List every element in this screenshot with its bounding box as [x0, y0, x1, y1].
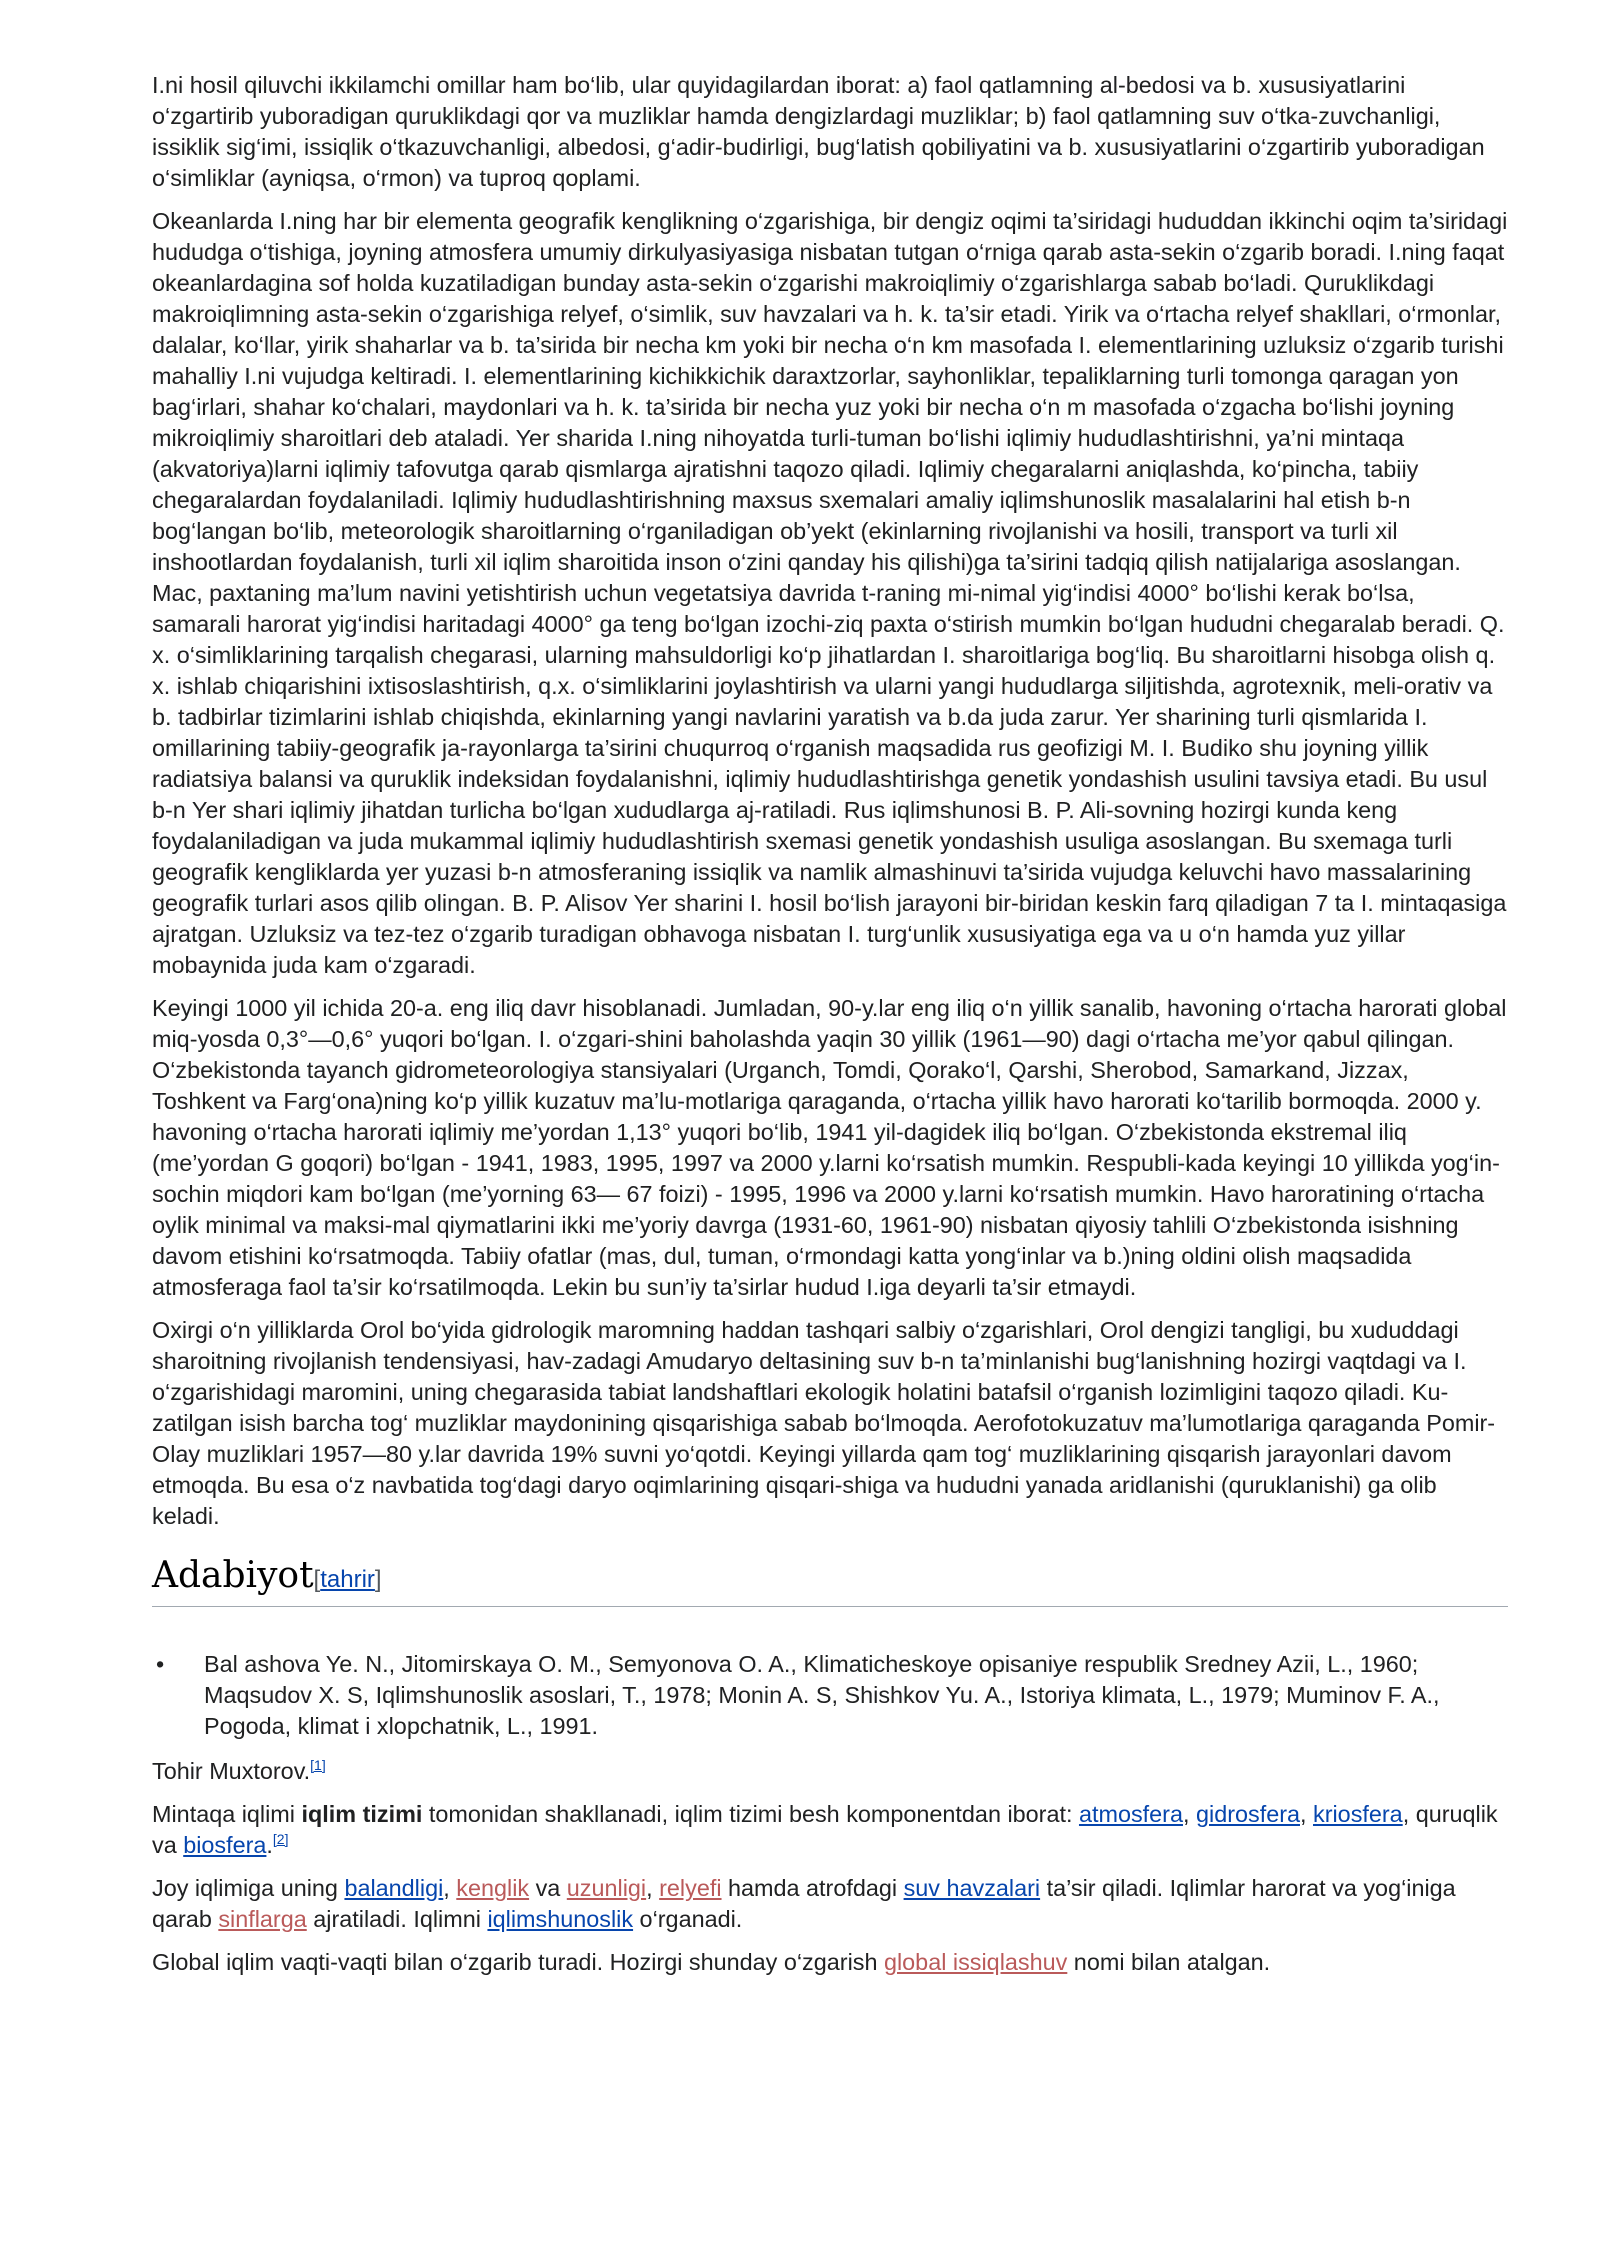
link-uzunligi[interactable]: uzunligi: [566, 1875, 647, 1901]
edit-section-link[interactable]: tahrir: [320, 1566, 375, 1593]
paragraph-secondary-factors: I.ni hosil qiluvchi ikkilamchi omillar ham bo‘lib, ular quyidagilardan iborat: a) faol qatlamning al-bedosi va b. xususiyatlarini o‘zgartirib yuboradigan quruklikdagi qor va muzliklar hamda dengizlardagi muzliklar; b) faol qatlamning suv o‘tka-zuvchanligi, issiklik sig‘imi, issiqlik o‘tkazuvchanligi, albedosi, g‘adir-budirligi, bug‘latish qobiliyatini va b. xususiyatlarini o‘zgartirib yuboradigan o‘simliklar (ayniqsa, o‘rmon) va tuproq qoplami.: [152, 72, 1485, 191]
reference-item: • Bal ashova Ye. N., Jitomirskaya O. M., Semyonova O. A., Klimaticheskoye opisaniye respublik Sredney Azii, L., 1960; Maqsudov X. S, Iqlimshunoslik asoslari, T., 1978; Monin A. S, Shishkov Yu. A., Istoriya klimata, L., 1979; Muminov F. A., Pogoda, klimat i xlopchatnik, L., 1991.: [204, 1649, 1508, 1742]
citation-2: [273, 1831, 289, 1847]
author-name: Tohir Muxtorov.: [152, 1758, 311, 1784]
author-line: [152, 1756, 1508, 1787]
citation-2-link[interactable]: [2]: [272, 1831, 289, 1848]
link-iqlimshunoslik[interactable]: iqlimshunoslik: [487, 1906, 634, 1932]
link-biosfera[interactable]: biosfera: [183, 1832, 267, 1858]
link-kriosfera[interactable]: kriosfera: [1313, 1801, 1403, 1827]
bold-iqlim-tizimi: iqlim tizimi: [301, 1801, 423, 1827]
paragraph-aral-sea: Oxirgi o‘n yilliklarda Orol bo‘yida gidrologik maromning haddan tashqari salbiy o‘zgarishlari, Orol dengizi tangligi, bu xududdagi sharoitning rivojlanish tendensiyasi, hav-zadagi Amudaryo deltasining suv b-n ta’minlanishi bug‘lanishning hozirgi vaqtdagi va I. o‘zgarishidagi maromini, uning chegarasida tabiat landshaftlari ekologik holatini batafsil o‘rganish lozimligini taqozo qiladi. Ku-zatilgan isish barcha tog‘ muzliklar maydonining qisqarishiga sabab bo‘lmoqda. Aerofotokuzatuv ma’lumotlariga qaraganda Pomir-Olay muzliklari 1957—80 y.lar davrida 19% suvni yo‘qotdi. Keyingi yillarda qam tog‘ muzliklarining qisqarish jarayonlari davom etmoqda. Bu esa o‘z navbatida tog‘dagi daryo oqimlarining qisqari-shiga va hududni yanada aridlanishi (quruklanishi) ga olib keladi.: [152, 1317, 1496, 1529]
link-balandligi[interactable]: balandligi: [344, 1875, 444, 1901]
link-suv-havzalari[interactable]: suv havzalari: [903, 1875, 1041, 1901]
link-gidrosfera[interactable]: gidrosfera: [1195, 1801, 1300, 1827]
link-kenglik[interactable]: kenglik: [456, 1875, 530, 1901]
edit-section: [tahrir]: [313, 1566, 382, 1593]
article-body: [152, 70, 1508, 1990]
reference-list: [152, 1649, 1508, 1742]
citation-1-link[interactable]: [1]: [310, 1757, 326, 1774]
paragraph-climate-system: Mintaqa iqlimi iqlim tizimi tomonidan shakllanadi, iqlim tizimi besh komponentdan iborat: atmosfera, gidrosfera, kriosfera, quruqlik va biosfera.[2]: [152, 1801, 1498, 1858]
paragraph-oceans-climate: Okeanlarda I.ning har bir elementa geografik kenglikning o‘zgarishiga, bir dengiz oqimi ta’siridagi hududdan ikkinchi oqim ta’siridagi hududga o‘tishiga, joyning atmosfera umumiy dirkulyasiyasiga nisbatan tutgan o‘rniga qarab asta-sekin o‘zgarib boradi. I.ning faqat okeanlardagina sof holda kuzatiladigan bunday asta-sekin o‘zgarishi makroiqlimiy o‘zgarishlarga sabab bo‘ladi. Quruklikdagi makroiqlimning asta-sekin o‘zgarishiga relyef, o‘simlik, suv havzalari va h. k. ta’sir etadi. Yirik va o‘rtacha relyef shakllari, o‘rmonlar, dalalar, ko‘llar, yirik shaharlar va b. ta’sirida bir necha km yoki bir necha o‘n km masofada I. elementlarining uzluksiz o‘zgarib turishi mahalliy I.ni vujudga keltiradi. I. elementlarining kichikkichik daraxtzorlar, sayhonliklar, tepaliklarning turli tomonga qaragan yon bag‘irlari, shahar ko‘chalari, maydonlari va h. k. ta’sirida bir necha yuz yoki bir necha o‘n m masofada o‘zgacha bo‘lishi joyning mikroiqlimiy sharoitlari deb ataladi. Yer sharida I.ning nihoyatda turli-tuman bo‘lishi iqlimiy hududlashtirishni, ya’ni mintaqa (akvatoriya)larni iqlimiy tafovutga qarab qismlarga ajratishni taqozo qiladi. Iqlimiy chegaralarni aniqlashda, ko‘pincha, tabiiy chegaralardan foydalaniladi. Iqlimiy hududlashtirishning maxsus sxemalari amaliy iqlimshunoslik masalalarini hal etish b-n bog‘langan bo‘lib, meteorologik sharoitlarning o‘rganiladigan ob’yekt (ekinlarning rivojlanishi va hosili, transport va turli xil inshootlardan foydalanish, turli xil iqlim sharoitida inson o‘zini qanday his qilishi)ga ta’sirini tadqiq qilish natijalariga asoslangan. Mac, paxtaning ma’lum navini yetishtirish uchun vegetatsiya davrida t-raning mi-nimal yig‘indisi 4000° bo‘lishi kerak bo‘lsa, samarali harorat yig‘indisi haritadagi 4000° ga teng bo‘lgan izochi-ziq paxta o‘stirish mumkin bo‘lgan hududni chegaralab beradi. Q. x. o‘simliklarining tarqalish chegarasi, ularning mahsuldorligi ko‘p jihatlardan I. sharoitlariga bog‘liq. Bu sharoitlarni hisobga olish q. x. ishlab chiqarishini ixtisoslashtirish, q.x. o‘simliklarini joylashtirish va ularni yangi hududlarga siljitishda, agrotexnik, meli-orativ va b. tadbirlar tizimlarini ishlab chiqishda, ekinlarning yangi navlarini yaratish va b.da juda zarur. Yer sharining turli qismlarida I. omillarining tabiiy-geografik ja-rayonlarga ta’sirini chuqurroq o‘rganish maqsadida rus geofizigi M. I. Budiko shu joyning yillik radiatsiya balansi va quruklik indeksidan foydalanishni, iqlimiy hududlashtirishga genetik yondashish usulini tavsiya etadi. Bu usul b-n Yer shari iqlimiy jihatdan turlicha bo‘lgan xududlarga aj-ratiladi. Rus iqlimshunosi B. P. Ali-sovning hozirgi kunda keng foydalaniladigan va juda mukammal iqlimiy hududlashtirish sxemasi genetik yondashish usuliga asoslangan. Bu sxemaga turli geografik kengliklarda yer yuzasi b-n atmosferaning issiqlik va namlik almashinuvi ta’sirida vujudga keluvchi havo massalarining geografik turlari asos qilib olingan. B. P. Alisov Yer sharini I. hosil bo‘lish jarayoni bir-biridan keskin farq qiladigan 7 ta I. mintaqasiga ajratgan. Uzluksiz va tez-tez o‘zgarib turadigan obhavoga nisbatan I. turg‘unlik xususiyatiga ega va u o‘n hamda yuz yillar mobaynida juda kam o‘zgaradi.: [152, 208, 1508, 978]
link-relyefi[interactable]: relyefi: [659, 1875, 722, 1901]
citation-1: [310, 1757, 326, 1773]
link-global-issiqlashuv[interactable]: global issiqlashuv: [883, 1949, 1068, 1975]
link-atmosfera[interactable]: atmosfera: [1078, 1801, 1183, 1827]
paragraph-warming-uzbekistan: Keyingi 1000 yil ichida 20-a. eng iliq davr hisoblanadi. Jumladan, 90-y.lar eng iliq o‘n yillik sanalib, havoning o‘rtacha harorati global miq-yosda 0,3°—0,6° yuqori bo‘lgan. I. o‘zgari-shini baholashda yaqin 30 yillik (1961—90) dagi o‘rtacha me’yor qabul qilingan. O‘zbekistonda tayanch gidrometeorologiya stansiyalari (Urganch, Tomdi, Qorako‘l, Qarshi, Sherobod, Samarkand, Jizzax, Toshkent va Farg‘ona)ning ko‘p yillik kuzatuv ma’lu-motlariga qaraganda, o‘rtacha yillik havo harorati ko‘tarilib bormoqda. 2000 y. havoning o‘rtacha harorati iqlimiy me’yordan 1,13° yuqori bo‘lib, 1941 yil-dagidek iliq bo‘lgan. O‘zbekistonda ekstremal iliq (me’yordan G goqori) bo‘lgan - 1941, 1983, 1995, 1997 va 2000 y.larni ko‘rsatish mumkin. Respubli-kada keyingi 10 yillikda yog‘in-sochin miqdori kam bo‘lgan (me’yorning 63— 67 foizi) - 1995, 1996 va 2000 y.larni ko‘rsatish mumkin. Havo haroratining o‘rtacha oylik minimal va maksi-mal qiymatlarini ikki me’yoriy davrga (1931-60, 1961-90) nisbatan qiyosiy tahlili O‘zbekistonda isishning davom etishini ko‘rsatmoqda. Tabiiy ofatlar (mas, dul, tuman, o‘rmondagi katta yong‘inlar va b.)ning oldini olish maqsadida atmosferaga faol ta’sir ko‘rsatilmoqda. Lekin bu sun’iy ta’sirlar hudud I.iga deyarli ta’sir etmaydi.: [152, 995, 1507, 1300]
section-title: Adabiyot: [152, 1555, 314, 1596]
link-sinflarga[interactable]: sinflarga: [218, 1906, 307, 1932]
paragraph-local-climate: Joy iqlimiga uning balandligi, kenglik va uzunligi, relyefi hamda atrofdagi suv havzalari ta’sir qiladi. Iqlimlar harorat va yog‘iniga qarab sinflarga ajratiladi. Iqlimni iqlimshunoslik o‘rganadi.: [152, 1875, 1456, 1932]
section-heading-adabiyot: [152, 1552, 1508, 1607]
paragraph-global-climate: Global iqlim vaqti-vaqti bilan o‘zgarib turadi. Hozirgi shunday o‘zgarish global issiqlashuv nomi bilan atalgan.: [152, 1949, 1271, 1975]
